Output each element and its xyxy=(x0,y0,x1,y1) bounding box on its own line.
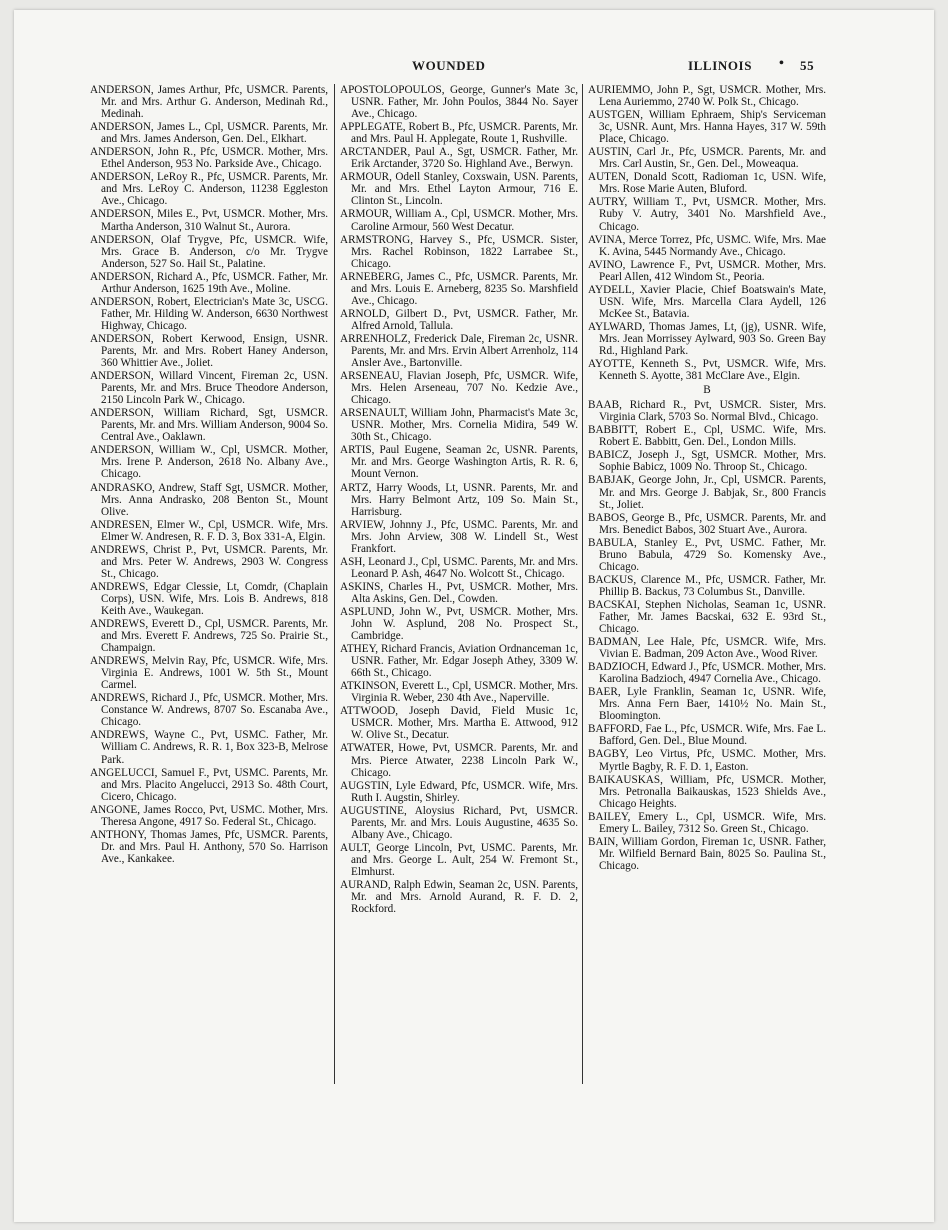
casualty-entry: ANDERSON, James Arthur, Pfc, USMCR. Parents, Mr. and Mrs. Arthur G. Anderson, Medinah Rd., Medinah. xyxy=(90,84,328,121)
casualty-entry: BAIN, William Gordon, Fireman 1c, USNR. Father, Mr. Wilfield Bernard Bain, 8025 So. Paulina St., Chicago. xyxy=(588,835,826,872)
casualty-entry: AUTEN, Donald Scott, Radioman 1c, USN. Wife, Mrs. Rose Marie Auten, Bluford. xyxy=(588,171,826,196)
casualty-entry: ARCTANDER, Paul A., Sgt, USMCR. Father, Mr. Erik Arctander, 3720 So. Highland Ave., Berwyn. xyxy=(340,146,578,171)
casualty-entry: AUSTGEN, William Ephraem, Ship's Serviceman 3c, USNR. Aunt, Mrs. Hanna Hayes, 317 W. 59th Place, Chicago. xyxy=(588,109,826,146)
casualty-entry: ANDERSON, James L., Cpl, USMCR. Parents, Mr. and Mrs. James Anderson, Gen. Del., Elkhart. xyxy=(90,121,328,146)
casualty-entry: ANDERSON, Willard Vincent, Fireman 2c, USN. Parents, Mr. and Mrs. Bruce Theodore Anderson, 2150 Lincoln Park W., Chicago. xyxy=(90,370,328,407)
casualty-entry: ANDERSON, William Richard, Sgt, USMCR. Parents, Mr. and Mrs. William Anderson, 9004 So. Central Ave., Oaklawn. xyxy=(90,407,328,444)
casualty-entry: ANDREWS, Edgar Clessie, Lt, Comdr, (Chaplain Corps), USN. Wife, Mrs. Lois B. Andrews, 818 Keith Ave., Waukegan. xyxy=(90,580,328,617)
casualty-entry: ANDERSON, Robert Kerwood, Ensign, USNR. Parents, Mr. and Mrs. Robert Haney Anderson, 360 Whittier Ave., Joliet. xyxy=(90,332,328,370)
casualty-entry: ANDERSON, LeRoy R., Pfc, USMCR. Parents, Mr. and Mrs. LeRoy C. Anderson, 11238 Eggleston Ave., Chicago. xyxy=(90,171,328,208)
column-rule xyxy=(334,84,335,1084)
column-rule xyxy=(582,84,583,1084)
casualty-entry: ASKINS, Charles H., Pvt, USMCR. Mother, Mrs. Alta Askins, Gen. Del., Cowden. xyxy=(340,580,578,605)
casualty-entry: ARMOUR, William A., Cpl, USMCR. Mother, Mrs. Caroline Armour, 560 West Decatur. xyxy=(340,208,578,233)
casualty-entry: ANDERSON, Miles E., Pvt, USMCR. Mother, Mrs. Martha Anderson, 310 Walnut St., Aurora. xyxy=(90,208,328,233)
casualty-entry: BAAB, Richard R., Pvt, USMCR. Sister, Mrs. Virginia Clark, 5703 So. Normal Blvd., Chicago. xyxy=(588,399,826,424)
casualty-entry: BABBITT, Robert E., Cpl, USMC. Wife, Mrs. Robert E. Babbitt, Gen. Del., London Mills. xyxy=(588,424,826,449)
casualty-entry: ANDREWS, Wayne C., Pvt, USMC. Father, Mr. William C. Andrews, R. R. 1, Box 323-B, Melrose Park. xyxy=(90,729,328,766)
column-3-b-entries xyxy=(588,399,826,872)
casualty-entry: AULT, George Lincoln, Pvt, USMC. Parents, Mr. and Mrs. George L. Ault, 254 W. Fremont St., Elmhurst. xyxy=(340,841,578,878)
casualty-entry: ARRENHOLZ, Frederick Dale, Fireman 2c, USNR. Parents, Mr. and Mrs. Ervin Albert Arrenholz, 114 Ansler Ave., Bartonville. xyxy=(340,332,578,370)
casualty-entry: AURAND, Ralph Edwin, Seaman 2c, USN. Parents, Mr. and Mrs. Arnold Aurand, R. F. D. 2, Rockford. xyxy=(340,879,578,916)
page-header xyxy=(0,56,948,78)
casualty-entry: AUSTIN, Carl Jr., Pfc, USMCR. Parents, Mr. and Mrs. Carl Austin, Sr., Gen. Del., Moweaqua. xyxy=(588,146,826,171)
header-bullet: • xyxy=(779,56,785,71)
casualty-entry: AVINO, Lawrence F., Pvt, USMCR. Mother, Mrs. Pearl Allen, 412 Windom St., Peoria. xyxy=(588,258,826,283)
casualty-entry: ARMOUR, Odell Stanley, Coxswain, USN. Parents, Mr. and Mrs. Ethel Layton Armour, 716 E. Clinton St., Lincoln. xyxy=(340,171,578,208)
casualty-entry: ANDREWS, Melvin Ray, Pfc, USMCR. Wife, Mrs. Virginia E. Andrews, 1001 W. 5th St., Mount Carmel. xyxy=(90,655,328,692)
casualty-entry: ANDREWS, Everett D., Cpl, USMCR. Parents, Mr. and Mrs. Everett F. Andrews, 725 So. Prairie St., Champaign. xyxy=(90,618,328,655)
casualty-entry: ASH, Leonard J., Cpl, USMC. Parents, Mr. and Mrs. Leonard P. Ash, 4647 No. Wolcott St., Chicago. xyxy=(340,555,578,580)
casualty-entry: ASPLUND, John W., Pvt, USMCR. Mother, Mrs. John W. Asplund, 208 No. Prospect St., Cambridge. xyxy=(340,605,578,643)
casualty-entry: BABOS, George B., Pfc, USMCR. Parents, Mr. and Mrs. Benedict Babos, 302 Stuart Ave., Aurora. xyxy=(588,511,826,536)
casualty-entry: ARVIEW, Johnny J., Pfc, USMC. Parents, Mr. and Mrs. John Arview, 308 W. Lindell St., West Frankfort. xyxy=(340,518,578,555)
casualty-entry: ANDREWS, Richard J., Pfc, USMCR. Mother, Mrs. Constance W. Andrews, 8707 So. Escanaba Ave., Chicago. xyxy=(90,692,328,729)
casualty-entry: AYLWARD, Thomas James, Lt, (jg), USNR. Wife, Mrs. Jean Morrissey Aylward, 903 So. Green Bay Rd., Highland Park. xyxy=(588,320,826,357)
casualty-entry: ATKINSON, Everett L., Cpl, USMCR. Mother, Mrs. Virginia R. Weber, 230 4th Ave., Naperville. xyxy=(340,680,578,705)
casualty-entry: AVINA, Merce Torrez, Pfc, USMC. Wife, Mrs. Mae K. Avina, 5445 Normandy Ave., Chicago. xyxy=(588,233,826,258)
casualty-entry: ARTZ, Harry Woods, Lt, USNR. Parents, Mr. and Mrs. Harry Belmont Artz, 109 So. Main St., Harrisburg. xyxy=(340,481,578,518)
casualty-entry: BACSKAI, Stephen Nicholas, Seaman 1c, USNR. Father, Mr. James Bacskai, 632 E. 93rd St., Chicago. xyxy=(588,598,826,636)
casualty-entry: ATHEY, Richard Francis, Aviation Ordnanceman 1c, USNR. Father, Mr. Edgar Joseph Athey, 3309 W. 66th St., Chicago. xyxy=(340,643,578,680)
casualty-entry: BADMAN, Lee Hale, Pfc, USMCR. Wife, Mrs. Vivian E. Badman, 209 Acton Ave., Wood River. xyxy=(588,636,826,661)
casualty-entry: ANDRASKO, Andrew, Staff Sgt, USMCR. Mother, Mrs. Anna Andrasko, 208 Benton St., Mount Olive. xyxy=(90,481,328,518)
section-letter: B xyxy=(703,384,711,397)
casualty-entry: ANDREWS, Christ P., Pvt, USMCR. Parents, Mr. and Mrs. Peter W. Andrews, 2903 W. Congress St., Chicago. xyxy=(90,543,328,580)
column-3-a-entries xyxy=(588,84,826,382)
casualty-entry: BAIKAUSKAS, William, Pfc, USMCR. Mother, Mrs. Petronalla Baikauskas, 1523 Shields Ave., Chicago Heights. xyxy=(588,773,826,810)
casualty-entry: BADZIOCH, Edward J., Pfc, USMCR. Mother, Mrs. Karolina Badzioch, 4947 Cornelia Ave., Chicago. xyxy=(588,661,826,686)
casualty-entry: AUTRY, William T., Pvt, USMCR. Mother, Mrs. Ruby V. Autry, 3401 No. Marshfield Ave., Chicago. xyxy=(588,196,826,233)
column-3 xyxy=(588,84,826,873)
casualty-entry: BABICZ, Joseph J., Sgt, USMCR. Mother, Mrs. Sophie Babicz, 1009 No. Throop St., Chicago. xyxy=(588,449,826,474)
casualty-entry: ANDRESEN, Elmer W., Cpl, USMCR. Wife, Mrs. Elmer W. Andresen, R. F. D. 3, Box 331-A, Elgin. xyxy=(90,518,328,543)
casualty-entry: ARNOLD, Gilbert D., Pvt, USMCR. Father, Mr. Alfred Arnold, Tallula. xyxy=(340,307,578,332)
section-title: WOUNDED xyxy=(412,58,486,73)
casualty-entry: ARTIS, Paul Eugene, Seaman 2c, USNR. Parents, Mr. and Mrs. George Washington Artis, R. R. 6, Mount Vernon. xyxy=(340,444,578,481)
casualty-entry: ANDERSON, Richard A., Pfc, USMCR. Father, Mr. Arthur Anderson, 1625 19th Ave., Moline. xyxy=(90,270,328,295)
casualty-entry: AYOTTE, Kenneth S., Pvt, USMCR. Wife, Mrs. Kenneth S. Ayotte, 381 McClare Ave., Elgin. xyxy=(588,358,826,383)
casualty-entry: ANDERSON, John R., Pfc, USMCR. Mother, Mrs. Ethel Anderson, 953 No. Parkside Ave., Chicago. xyxy=(90,146,328,171)
casualty-entry: BAER, Lyle Franklin, Seaman 1c, USNR. Wife, Mrs. Anna Fern Baer, 1410½ No. Main St., Bloomington. xyxy=(588,686,826,723)
casualty-entry: AURIEMMO, John P., Sgt, USMCR. Mother, Mrs. Lena Auriemmo, 2740 W. Polk St., Chicago. xyxy=(588,84,826,109)
casualty-entry: ANTHONY, Thomas James, Pfc, USMCR. Parents, Dr. and Mrs. Paul H. Anthony, 570 So. Harrison Ave., Kankakee. xyxy=(90,828,328,865)
column-2 xyxy=(340,84,578,916)
casualty-entry: BACKUS, Clarence M., Pfc, USMCR. Father, Mr. Phillip B. Backus, 73 Columbus St., Danville. xyxy=(588,573,826,598)
casualty-entry: ANGONE, James Rocco, Pvt, USMC. Mother, Mrs. Theresa Angone, 4917 So. Federal St., Chicago. xyxy=(90,803,328,828)
casualty-entry: BAILEY, Emery L., Cpl, USMCR. Wife, Mrs. Emery L. Bailey, 7312 So. Green St., Chicago. xyxy=(588,810,826,835)
casualty-entry: AUGUSTINE, Aloysius Richard, Pvt, USMCR. Parents, Mr. and Mrs. Louis Augustine, 4635 So. Albany Ave., Chicago. xyxy=(340,804,578,841)
page-number: 55 xyxy=(800,58,815,73)
state-name: ILLINOIS xyxy=(688,58,753,73)
casualty-entry: ANDERSON, Olaf Trygve, Pfc, USMCR. Wife, Mrs. Grace B. Anderson, c/o Mr. Trygve Anderson, 527 So. Hail St., Palatine. xyxy=(90,233,328,270)
casualty-entry: ANDERSON, Robert, Electrician's Mate 3c, USCG. Father, Mr. Hilding W. Anderson, 6630 Northwest Highway, Chicago. xyxy=(90,295,328,332)
casualty-entry: ATTWOOD, Joseph David, Field Music 1c, USMCR. Mother, Mrs. Martha E. Attwood, 912 W. Olive St., Decatur. xyxy=(340,705,578,742)
casualty-entry: ANGELUCCI, Samuel F., Pvt, USMC. Parents, Mr. and Mrs. Placito Angelucci, 2913 So. 48th Court, Cicero, Chicago. xyxy=(90,766,328,803)
casualty-entry: BAGBY, Leo Virtus, Pfc, USMC. Mother, Mrs. Myrtle Bagby, R. F. D. 1, Easton. xyxy=(588,748,826,773)
casualty-entry: ARSENEAU, Flavian Joseph, Pfc, USMCR. Wife, Mrs. Helen Arseneau, 707 No. Kedzie Ave., Chicago. xyxy=(340,370,578,407)
casualty-entry: APOSTOLOPOULOS, George, Gunner's Mate 3c, USNR. Father, Mr. John Poulos, 3844 No. Sayer Ave., Chicago. xyxy=(340,84,578,121)
casualty-entry: AUGSTIN, Lyle Edward, Pfc, USMCR. Wife, Mrs. Ruth I. Augstin, Shirley. xyxy=(340,779,578,804)
casualty-entry: AYDELL, Xavier Placie, Chief Boatswain's Mate, USN. Wife, Mrs. Marcella Clara Aydell, 126 McKee St., Batavia. xyxy=(588,283,826,320)
casualty-entry: BABULA, Stanley E., Pvt, USMC. Father, Mr. Bruno Babula, 4729 So. Komensky Ave., Chicago. xyxy=(588,536,826,573)
casualty-entry: ARNEBERG, James C., Pfc, USMCR. Parents, Mr. and Mrs. Louis E. Arneberg, 8235 So. Marshfield Ave., Chicago. xyxy=(340,270,578,307)
column-1 xyxy=(90,84,328,866)
casualty-entry: ATWATER, Howe, Pvt, USMCR. Parents, Mr. and Mrs. Pierce Atwater, 2238 Lincoln Park W., Chicago. xyxy=(340,742,578,779)
casualty-entry: APPLEGATE, Robert B., Pfc, USMCR. Parents, Mr. and Mrs. Paul H. Applegate, Route 1, Rushville. xyxy=(340,121,578,146)
casualty-entry: ANDERSON, William W., Cpl, USMCR. Mother, Mrs. Irene P. Anderson, 2618 No. Albany Ave., Chicago. xyxy=(90,444,328,481)
casualty-entry: BAFFORD, Fae L., Pfc, USMCR. Wife, Mrs. Fae L. Bafford, Gen. Del., Blue Mound. xyxy=(588,723,826,748)
casualty-entry: BABJAK, George John, Jr., Cpl, USMCR. Parents, Mr. and Mrs. George J. Babjak, Sr., 800 Francis St., Joliet. xyxy=(588,474,826,511)
casualty-entry: ARMSTRONG, Harvey S., Pfc, USMCR. Sister, Mrs. Rachel Robinson, 1822 Larrabee St., Chicago. xyxy=(340,233,578,270)
casualty-entry: ARSENAULT, William John, Pharmacist's Mate 3c, USNR. Mother, Mrs. Cornelia Midira, 549 W. 30th St., Chicago. xyxy=(340,407,578,444)
